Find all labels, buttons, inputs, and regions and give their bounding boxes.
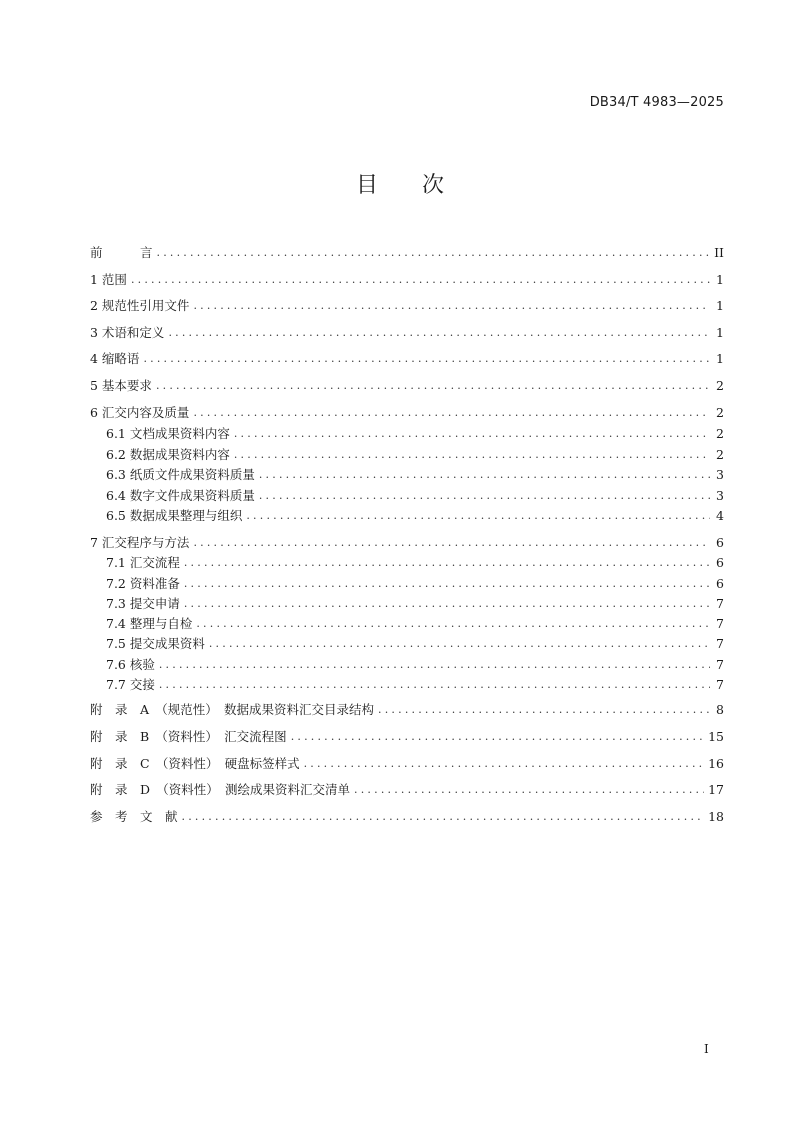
- toc-entry-4[interactable]: [90, 350, 724, 368]
- toc-page: 7: [716, 657, 724, 672]
- toc-page: 4: [716, 508, 724, 523]
- dot-leader: [378, 701, 710, 719]
- toc-label: 6 汇交内容及质量: [90, 405, 190, 420]
- toc-page: 17: [708, 782, 724, 797]
- title-char-1: 目: [355, 173, 378, 198]
- toc-page: 2: [716, 405, 724, 420]
- page-title: [0, 168, 800, 199]
- toc-label: 3 术语和定义: [90, 325, 165, 340]
- toc-page: 1: [716, 298, 724, 313]
- toc-label: 6.5 数据成果整理与组织: [106, 508, 243, 523]
- toc-label: 5 基本要求: [90, 378, 152, 393]
- toc-page: 7: [716, 596, 724, 611]
- toc-entry-2[interactable]: [90, 297, 724, 315]
- toc-label: 2 规范性引用文件: [90, 298, 190, 313]
- dot-leader: [196, 615, 710, 633]
- dot-leader: [234, 425, 710, 443]
- dot-leader: [156, 377, 710, 395]
- toc-page: 6: [716, 535, 724, 550]
- toc-entry-6-4[interactable]: [90, 487, 724, 505]
- toc-page: 16: [708, 756, 724, 771]
- toc-entry-appendix-c[interactable]: [90, 755, 724, 773]
- toc-entry-appendix-a[interactable]: [90, 701, 724, 719]
- dot-leader: [291, 728, 704, 746]
- dot-leader: [184, 575, 710, 593]
- toc-page: 8: [716, 702, 724, 717]
- dot-leader: [193, 404, 710, 422]
- toc-entry-1[interactable]: [90, 271, 724, 289]
- toc-label: 7.5 提交成果资料: [106, 636, 205, 651]
- dot-leader: [246, 507, 710, 525]
- toc-entry-3[interactable]: [90, 324, 724, 342]
- dot-leader: [184, 595, 710, 613]
- dot-leader: [234, 446, 710, 464]
- toc-page: 2: [716, 378, 724, 393]
- page-number: I: [704, 1042, 709, 1056]
- toc-entry-appendix-d[interactable]: [90, 781, 724, 799]
- toc-entry-6-2[interactable]: [90, 446, 724, 464]
- toc-label: 7.7 交接: [106, 677, 155, 692]
- toc-entry-6[interactable]: [90, 404, 724, 422]
- toc-entry-appendix-b[interactable]: [90, 728, 724, 746]
- toc-label: 7.3 提交申请: [106, 596, 180, 611]
- toc-label: 7.2 资料准备: [106, 576, 180, 591]
- toc-label: 6.2 数据成果资料内容: [106, 447, 230, 462]
- toc-label: 附 录 B （资料性） 汇交流程图: [90, 729, 287, 744]
- dot-leader: [259, 466, 710, 484]
- toc-page: 6: [716, 555, 724, 570]
- toc-page: 7: [716, 677, 724, 692]
- dot-leader: [168, 324, 710, 342]
- toc-entry-5[interactable]: [90, 377, 724, 395]
- dot-leader: [184, 554, 710, 572]
- dot-leader: [159, 676, 710, 694]
- toc-entry-7-7[interactable]: [90, 676, 724, 694]
- dot-leader: [193, 297, 710, 315]
- toc-entry-7-1[interactable]: [90, 554, 724, 572]
- toc-page: 1: [716, 325, 724, 340]
- dot-leader: [209, 635, 710, 653]
- toc-entry-7[interactable]: [90, 534, 724, 552]
- toc-entry-7-4[interactable]: [90, 615, 724, 633]
- toc-entry-6-3[interactable]: [90, 466, 724, 484]
- toc-entry-7-3[interactable]: [90, 595, 724, 613]
- toc-label: 附 录 C （资料性） 硬盘标签样式: [90, 756, 300, 771]
- toc-label: 1 范围: [90, 272, 127, 287]
- toc-page: 6: [716, 576, 724, 591]
- toc-page: 3: [716, 467, 724, 482]
- toc-label: 6.3 纸质文件成果资料质量: [106, 467, 255, 482]
- dot-leader: [182, 808, 705, 826]
- toc-page: 3: [716, 488, 724, 503]
- toc-label: 附 录 D （资料性） 测绘成果资料汇交清单: [90, 782, 351, 797]
- toc-label: 7 汇交程序与方法: [90, 535, 190, 550]
- toc-entry-7-6[interactable]: [90, 656, 724, 674]
- standard-code: DB34/T 4983—2025: [589, 95, 724, 110]
- toc-page: 1: [716, 272, 724, 287]
- toc-label: 附 录 A （规范性） 数据成果资料汇交目录结构: [90, 702, 375, 717]
- toc-label: 前 言: [90, 245, 153, 260]
- toc-label: 6.4 数字文件成果资料质量: [106, 488, 255, 503]
- toc-page: 2: [716, 426, 724, 441]
- title-char-2: 次: [422, 173, 445, 198]
- toc-entry-7-2[interactable]: [90, 575, 724, 593]
- toc-entry-6-5[interactable]: [90, 507, 724, 525]
- dot-leader: [304, 755, 705, 773]
- toc-entry-references[interactable]: [90, 808, 724, 826]
- toc-label: 7.1 汇交流程: [106, 555, 180, 570]
- dot-leader: [131, 271, 710, 289]
- toc-entry-7-5[interactable]: [90, 635, 724, 653]
- toc-page: 1: [716, 351, 724, 366]
- toc-label: 7.6 核验: [106, 657, 155, 672]
- dot-leader: [157, 244, 710, 262]
- toc-page: 2: [716, 447, 724, 462]
- toc-page: 7: [716, 616, 724, 631]
- toc-page: 7: [716, 636, 724, 651]
- toc-entry-foreword[interactable]: [90, 244, 724, 262]
- toc-page: 18: [708, 809, 724, 824]
- toc-label: 4 缩略语: [90, 351, 140, 366]
- dot-leader: [259, 487, 710, 505]
- toc-label: 6.1 文档成果资料内容: [106, 426, 230, 441]
- dot-leader: [159, 656, 710, 674]
- dot-leader: [193, 534, 710, 552]
- toc-label: 参 考 文 献: [90, 809, 178, 824]
- toc-page: 15: [708, 729, 724, 744]
- toc-label: 7.4 整理与自检: [106, 616, 193, 631]
- toc-entry-6-1[interactable]: [90, 425, 724, 443]
- dot-leader: [143, 350, 710, 368]
- dot-leader: [354, 781, 704, 799]
- toc-page: II: [714, 245, 724, 260]
